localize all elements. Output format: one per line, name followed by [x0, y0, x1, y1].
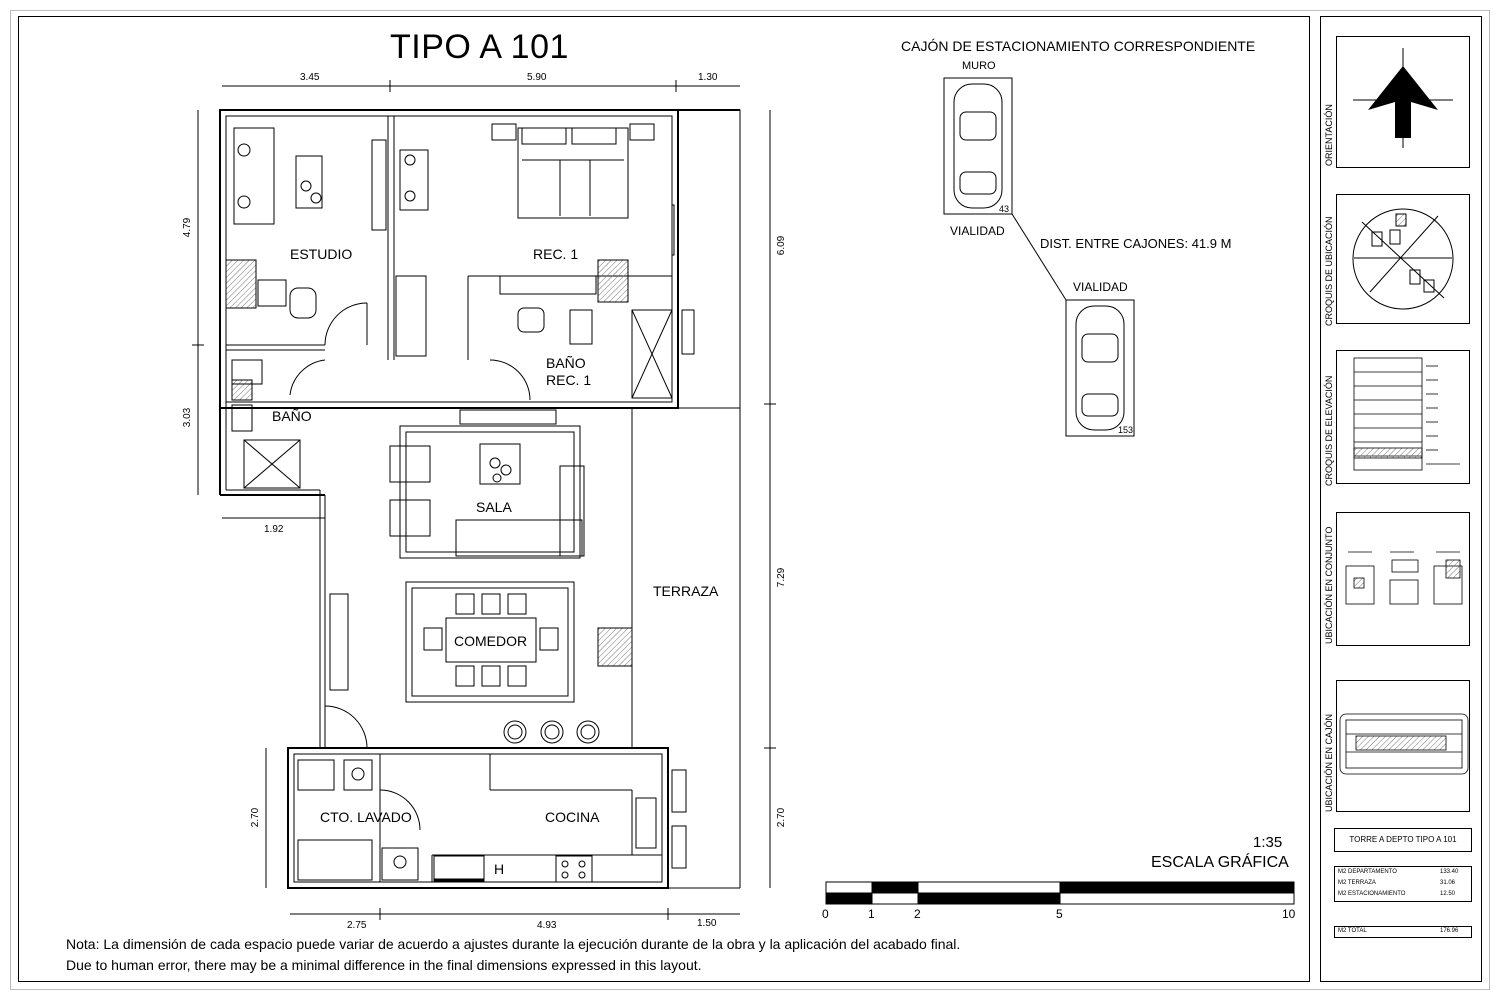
dim-right-3: 2.70	[776, 807, 788, 828]
sidebar-croquis-elevacion: CROQUIS DE ELEVACIÓN	[1324, 375, 1334, 486]
room-bano-rec1-line2: REC. 1	[546, 372, 592, 388]
parking-title: CAJÓN DE ESTACIONAMIENTO CORRESPONDIENTE	[901, 38, 1256, 54]
parking-vialidad-1: VIALIDAD	[950, 224, 1005, 238]
depto-label: TORRE A DEPTO TIPO A 101	[1349, 835, 1457, 844]
scale-tick-2: 2	[914, 907, 921, 921]
room-estudio: ESTUDIO	[290, 246, 353, 262]
area-value-terraza: 31.06	[1440, 880, 1456, 886]
room-terraza: TERRAZA	[653, 583, 719, 599]
dim-bottom-2: 4.93	[537, 920, 557, 931]
orientation-box	[1336, 36, 1470, 168]
cajon-sketch-box	[1336, 680, 1470, 812]
dim-mid: 1.92	[264, 524, 284, 535]
area-name-terraza: M2 TERRAZA	[1338, 880, 1376, 886]
dim-right-2: 7.29	[776, 567, 788, 588]
parking-spot-2: 153	[1118, 425, 1134, 435]
dim-right-1: 6.09	[776, 235, 788, 256]
elevation-sketch-box	[1336, 350, 1470, 484]
dim-bottom-3: 1.50	[697, 918, 717, 929]
conjunto-sketch-box	[1336, 512, 1470, 646]
dim-bottom-1: 2.75	[347, 920, 367, 931]
area-total-name: M2 TOTAL	[1338, 928, 1367, 934]
parking-muro: MURO	[962, 60, 996, 72]
area-value-estacionamiento: 12.50	[1440, 891, 1456, 897]
parking-vialidad-2: VIALIDAD	[1073, 280, 1128, 294]
sidebar-orientacion: ORIENTACIÓN	[1324, 104, 1334, 166]
area-name-depto: M2 DEPARTAMENTO	[1338, 869, 1397, 875]
room-cocina: COCINA	[545, 809, 600, 825]
room-bano: BAÑO	[272, 408, 312, 424]
dim-left-2: 3.03	[182, 407, 194, 428]
note-spanish: Nota: La dimensión de cada espacio puede variar de acuerdo a ajustes durante la ejecución durante de la obra y la aplicación del acabado final.	[66, 936, 961, 952]
kitchen-h-mark: H	[494, 861, 505, 877]
room-comedor: COMEDOR	[454, 633, 528, 649]
dim-left-3: 2.70	[250, 807, 262, 828]
dim-top-3: 1.30	[698, 72, 718, 83]
location-sketch-box	[1336, 194, 1470, 324]
note-english: Due to human error, there may be a minimal difference in the final dimensions expressed in this layout.	[66, 957, 702, 973]
sidebar-ubicacion-cajon: UBICACIÓN EN CAJÓN	[1324, 713, 1334, 812]
dim-top-2: 5.90	[527, 72, 547, 83]
sidebar-ubicacion-conjunto: UBICACIÓN EN CONJUNTO	[1324, 526, 1334, 644]
area-name-estacionamiento: M2 ESTACIONAMIENTO	[1338, 891, 1406, 897]
scale-tick-1: 1	[868, 907, 875, 921]
area-value-depto: 133.40	[1440, 869, 1459, 875]
scale-label: ESCALA GRÁFICA	[1151, 854, 1289, 871]
area-total-value: 176.96	[1440, 928, 1459, 934]
wall-upper-block	[220, 110, 678, 408]
parking-spot-1: 43	[999, 204, 1010, 214]
scale-tick-10: 10	[1282, 907, 1296, 921]
scale-tick-5: 5	[1056, 907, 1063, 921]
room-cto-lavado: CTO. LAVADO	[320, 809, 412, 825]
sidebar-croquis-ubicacion: CROQUIS DE UBICACIÓN	[1324, 216, 1334, 326]
scale-ratio: 1:35	[1253, 834, 1283, 851]
room-sala: SALA	[476, 499, 512, 515]
room-rec1: REC. 1	[533, 246, 579, 262]
dim-left-1: 4.79	[182, 217, 194, 238]
scale-tick-0: 0	[822, 907, 829, 921]
room-bano-rec1-line1: BAÑO	[546, 355, 586, 371]
plan-title: TIPO A 101	[390, 28, 569, 66]
dim-top-1: 3.45	[300, 72, 320, 83]
depto-label-box	[1334, 828, 1472, 852]
parking-distance: DIST. ENTRE CAJONES: 41.9 M	[1040, 236, 1232, 251]
